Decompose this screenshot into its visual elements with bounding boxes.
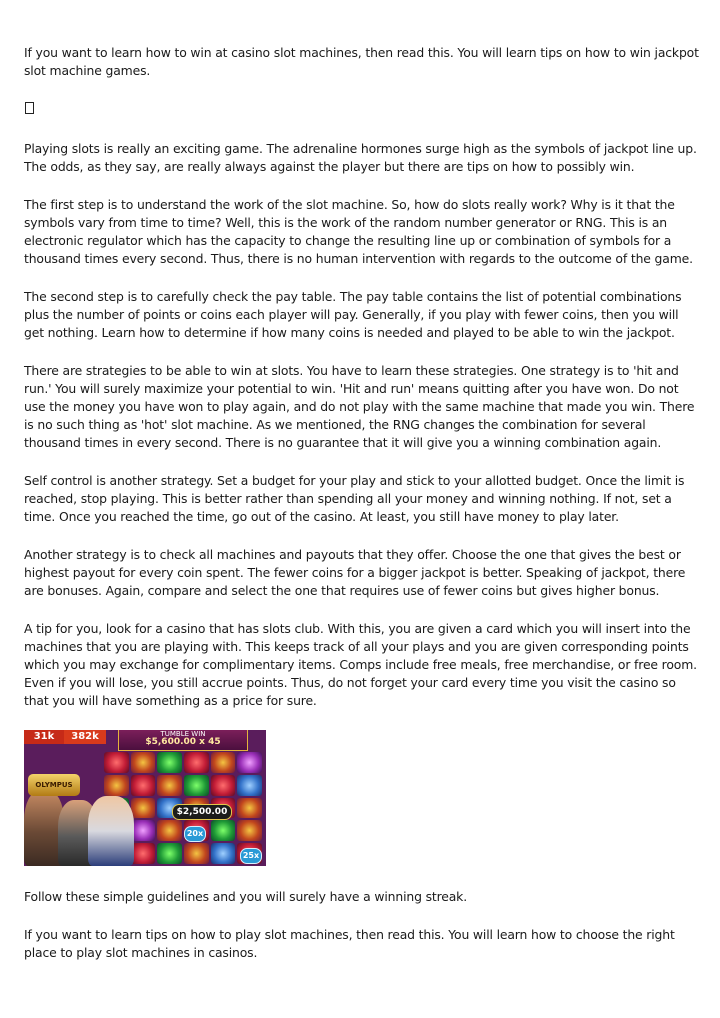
game-logo: OLYMPUS [28,774,80,796]
paragraph: There are strategies to be able to win at slots. You have to learn these strategies. One strategy is to 'hit and run.' You will surely maximize your potential to win. 'Hit and run' means quitting after you have won. Do not use the money you have won to play again, and do not play with the same machine that made you win. There is no such thing as 'hot' slot machine. As we mentioned, the RNG changes the combination for several thousand times in every second. There is no guarantee that it will give you a winning combination again. [24,363,695,450]
follower-count-badge: 382k [64,730,106,744]
paragraph: Self control is another strategy. Set a budget for your play and stick to your allotted budget. Once the limit is reached, stop playing. This is better rather than spending all your money and winning nothing. If not, set a time. Once you reached the time, go out of the casino. At least, you still have money to play later. [24,473,685,524]
article [24,44,700,982]
banner-label: TUMBLE WIN [160,730,206,738]
closing-paragraph: If you want to learn tips on how to play slot machines, then read this. You will learn how to choose the right place to play slot machines in casinos. [24,927,675,960]
missing-glyph-icon [25,102,34,114]
paragraph: Playing slots is really an exciting game. The adrenaline hormones surge high as the symbols of jackpot line up. The odds, as they say, are really always against the player but there are tips on how to possibly win. [24,141,697,174]
streamer-figure [88,796,134,866]
tumble-win-banner [118,730,248,751]
multiplier-badge: 20x [184,826,206,842]
paragraph: Another strategy is to check all machines and payouts that they offer. Choose the one that gives the best or highest payout for every coin spent. The fewer coins for a bigger jackpot is better. Speaking of jackpot, there are bonuses. Again, compare and select the one that requires use of fewer coins but gives higher bonus. [24,547,686,598]
paragraph: A tip for you, look for a casino that has slots club. With this, you are given a card which you will insert into the machines that you are playing with. This keeps track of all your plays and you are given corresponding points which you may exchange for complimentary items. Comps include free meals, free merchandise, or free room. Even if you will lose, you still accrue points. Thus, do not forget your card every time you visit the casino so that you will have something as a price for sure. [24,621,697,708]
win-amount-label: $2,500.00 [172,804,232,820]
viewer-count-badge: 31k [24,730,64,744]
paragraph: The second step is to carefully check the pay table. The pay table contains the list of potential combinations plus the number of points or coins each player will pay. Generally, if you play with fewer coins, then you will get nothing. Learn how to determine if how many coins is needed and played to be able to win the jackpot. [24,289,682,340]
paragraph: The first step is to understand the work of the slot machine. So, how do slots really work? Why is it that the symbols vary from time to time? Well, this is the work of the random number generator or RNG. This is an electronic regulator which has the capacity to change the resulting line up or combination of symbols for a thousand times every second. Thus, there is no human intervention with regards to the outcome of the game. [24,197,693,266]
intro-paragraph: If you want to learn how to win at casino slot machines, then read this. You will learn tips on how to win jackpot slot machine games. [24,45,699,78]
slot-machine-image [24,730,266,866]
banner-amount: $5,600.00 x 45 [145,737,221,747]
closing-paragraph: Follow these simple guidelines and you will surely have a winning streak. [24,889,467,904]
multiplier-badge: 25x [240,848,262,864]
